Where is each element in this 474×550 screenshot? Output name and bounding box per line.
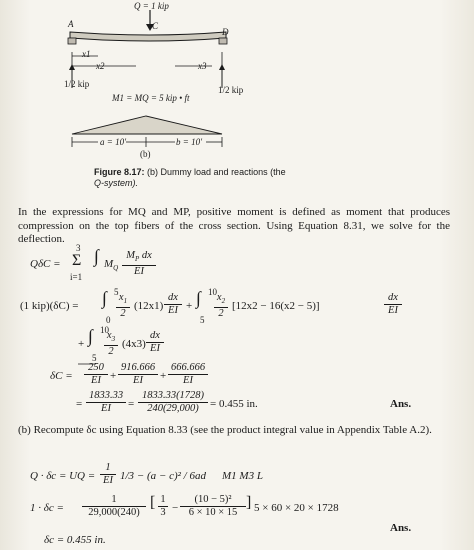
equals-sign: =: [76, 398, 83, 410]
figure-number: Figure 8.17:: [94, 167, 145, 177]
eq6-lhs: Q · δc = UQ =: [30, 470, 96, 482]
part-b-paragraph: [18, 424, 450, 438]
equals-sign-2: =: [128, 398, 135, 410]
eq3-lim-top: 10: [100, 325, 109, 335]
body-paragraph: In the expressions for MQ and MP, positive moment is defined as moment that produces compression on the top fibers of the cross section. Using Equation 8.31, we solve for the deflection.: [18, 206, 450, 245]
x3-label: x3: [198, 61, 207, 71]
figure-caption-line2: Q-system).: [94, 178, 138, 188]
eq2-x1-over-2: $\frac{x_1}{2}$: [116, 292, 130, 320]
part-b-marker: (b): [18, 424, 31, 436]
eq4-frac3: $\frac{666.666}{EI}$: [168, 362, 208, 387]
figure-sub-label: (b): [140, 149, 151, 159]
eq2-lim2-top: 10: [208, 287, 217, 297]
eq2-integral-1: ∫: [102, 288, 107, 308]
eq3-lim-bot: 5: [92, 353, 97, 363]
eq3-term: (4x3): [122, 338, 146, 350]
sigma-symbol: Σ: [72, 252, 82, 269]
eq2-term2: [12x2 − 16(x2 − 5)]: [232, 300, 320, 312]
figure-caption-line1: (b) Dummy load and reactions (the: [147, 167, 286, 177]
x2-label: x2: [96, 61, 105, 71]
eq2-lim1-bot: 0: [106, 315, 111, 325]
eq2-lhs: (1 kip)(δC) =: [20, 300, 79, 312]
eq1-fraction: $\frac{M_P dx}{EI}$: [122, 250, 156, 278]
eq4-lhs: δC =: [50, 370, 73, 382]
eq5-frac2: $\frac{1833.33(1728)}{240(29,000)}$: [138, 390, 208, 415]
eq1-lhs: QδC =: [30, 258, 61, 270]
load-label: Q = 1 kip: [134, 1, 169, 11]
eq4-frac1: $\frac{250}{EI}$: [84, 362, 108, 387]
part-b-text: Recompute δc using Equation 8.33 (see the product integral value in Appendix Table A.2).: [33, 424, 432, 436]
eq7-lhs: 1 · δc =: [30, 502, 64, 514]
integral-symbol: ∫: [94, 246, 99, 266]
eq2-term1: (12x1): [134, 300, 164, 312]
point-d-label: D: [222, 27, 229, 37]
eq2-x2-over-2: $\frac{x_2}{2}$: [214, 292, 228, 320]
left-support: [68, 38, 76, 44]
eq6-frac: $\frac{1}{EI}$: [100, 462, 116, 487]
plus-sign-4: +: [160, 370, 167, 382]
eq1-sum-bottom: i=1: [70, 272, 83, 282]
beam: [70, 32, 226, 41]
plus-sign-2: +: [78, 338, 85, 350]
eq1-mq: $M_Q$: [104, 258, 119, 273]
point-c-label: C: [152, 21, 159, 31]
eq7-one-third: $\frac{1}{3}$: [158, 494, 168, 519]
plus-sign-3: +: [110, 370, 117, 382]
eq6-tail: M1 M3 L: [222, 470, 263, 482]
dim-a-label: a = 10′: [100, 137, 127, 147]
eq7-inner-frac: $\frac{\text{(10 − 5)²}}{6 \times 10 \times 15}$: [180, 494, 246, 519]
eq2-dx-ei-1: $\frac{dx}{EI}$: [164, 292, 182, 317]
left-reaction-label: 1/2 kip: [64, 79, 90, 89]
moment-label: M1 = MQ = 5 kip • ft: [112, 93, 190, 103]
eq1-sum-top: 3: [76, 243, 81, 253]
eq4-frac2: $\frac{916.666}{EI}$: [118, 362, 158, 387]
minus-sign: −: [172, 502, 179, 514]
right-reaction-label: 1/2 kip: [218, 85, 244, 95]
eq7-frac: $\frac{1}{29,000(240)}$: [82, 494, 146, 519]
eq2-dx-ei-2: $\frac{dx}{EI}$: [384, 292, 402, 317]
eq7-tail: 5 × 60 × 20 × 1728: [254, 502, 339, 514]
point-a-label: A: [68, 19, 74, 29]
final-result: δc = 0.455 in.: [44, 534, 106, 546]
x1-label: x1: [82, 49, 91, 59]
eq2-lim1-top: 5: [114, 287, 119, 297]
eq5-result: = 0.455 in.: [210, 398, 258, 410]
bracket-open: [: [150, 494, 156, 511]
eq6-inner: 1/3 − (a − c)² / 6ad: [120, 470, 206, 482]
eq3-integral: ∫: [88, 326, 93, 346]
eq2-integral-2: ∫: [196, 288, 201, 308]
dim-b-label: b = 10′: [176, 137, 203, 147]
answer-label-1: Ans.: [390, 398, 412, 410]
answer-label-2: Ans.: [390, 522, 412, 534]
plus-sign: +: [186, 300, 193, 312]
moment-diagram: [72, 116, 222, 134]
eq5-frac1: $\frac{1833.33}{EI}$: [86, 390, 126, 415]
eq3-x3-over-2: $\frac{x_3}{2}$: [104, 330, 118, 358]
eq2-lim2-bot: 5: [200, 315, 205, 325]
eq3-dx-ei: $\frac{dx}{EI}$: [146, 330, 164, 355]
bracket-close: ]: [246, 494, 252, 511]
